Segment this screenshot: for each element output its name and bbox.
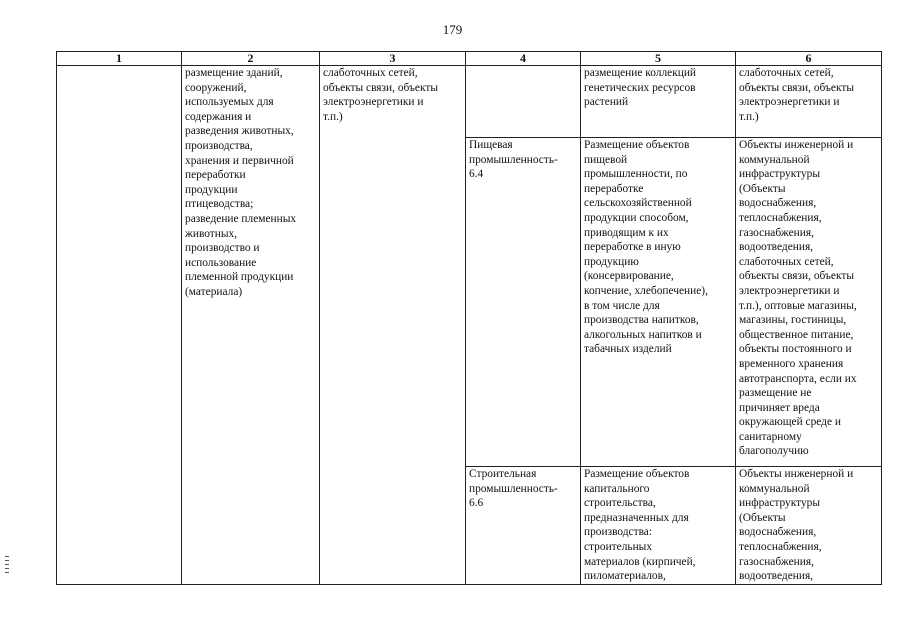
column-header-5: 5 — [581, 52, 736, 66]
cell-text: слаботочных сетей, объекты связи, объекты электроэнергетики и т.п.) — [323, 67, 438, 123]
table-cell-col5 — [581, 66, 736, 138]
cell-text: слаботочных сетей, объекты связи, объекты электроэнергетики и т.п.) — [739, 67, 854, 123]
cell-text: Объекты инженерной и коммунальной инфраструктуры (Объекты водоснабжения, теплоснабжения, газоснабжения, водоотведения, — [739, 468, 854, 583]
table-cell-col4 — [466, 138, 581, 467]
table-cell-col6 — [736, 467, 882, 585]
column-header-1: 1 — [57, 52, 182, 66]
table-cell-col2 — [182, 66, 320, 585]
cell-text: Строительная промышленность- 6.6 — [469, 468, 558, 510]
cell-text: размещение коллекций генетических ресурсов растений — [584, 67, 697, 109]
table-cell-col3 — [320, 66, 466, 585]
table-cell-col5 — [581, 138, 736, 467]
column-header-2: 2 — [182, 52, 320, 66]
cell-text: Размещение объектов пищевой промышленности, по переработке сельскохозяйственной продукции способом, приводящим к их переработке в иную продукцию (консервирование, копчение, хлебопечение), в том числе для производства напитков, алкогольных напитков и табачных изделий — [584, 139, 708, 356]
table-cell-col4 — [466, 66, 581, 138]
table-cell-col5 — [581, 467, 736, 585]
column-header-4: 4 — [466, 52, 581, 66]
table-cell-col1 — [57, 66, 182, 585]
table-header-row — [57, 52, 882, 66]
table-cell-col6 — [736, 138, 882, 467]
cell-text: Объекты инженерной и коммунальной инфраструктуры (Объекты водоснабжения, теплоснабжения, газоснабжения, водоотведения, слаботочных сетей, объекты связи, объекты электроэнергетики и т.п.), оптовые магазины, магазины, гостиницы, общественное питание, объекты постоянного и временного хранения автотранспорта, если их размещение не причиняет вреда окружающей среде и санитарному благополучию — [739, 139, 857, 458]
cell-text: размещение зданий, сооружений, используемых для содержания и разведения животных, производства, хранения и первичной переработки продукции птицеводства; разведение племенных животных, производство и использование племенной продукции (материала) — [185, 67, 297, 298]
column-header-6: 6 — [736, 52, 882, 66]
scan-margin-marks — [5, 556, 9, 580]
cell-text: Пищевая промышленность- 6.4 — [469, 139, 558, 181]
page-number: 179 — [442, 22, 463, 37]
cell-text: Размещение объектов капитального строительства, предназначенных для производства: строительных материалов (кирпичей, пиломатериалов, — [584, 468, 696, 583]
zoning-table — [56, 51, 882, 585]
table-row — [57, 66, 882, 138]
table-cell-col6 — [736, 66, 882, 138]
table-cell-col4 — [466, 467, 581, 585]
column-header-3: 3 — [320, 52, 466, 66]
